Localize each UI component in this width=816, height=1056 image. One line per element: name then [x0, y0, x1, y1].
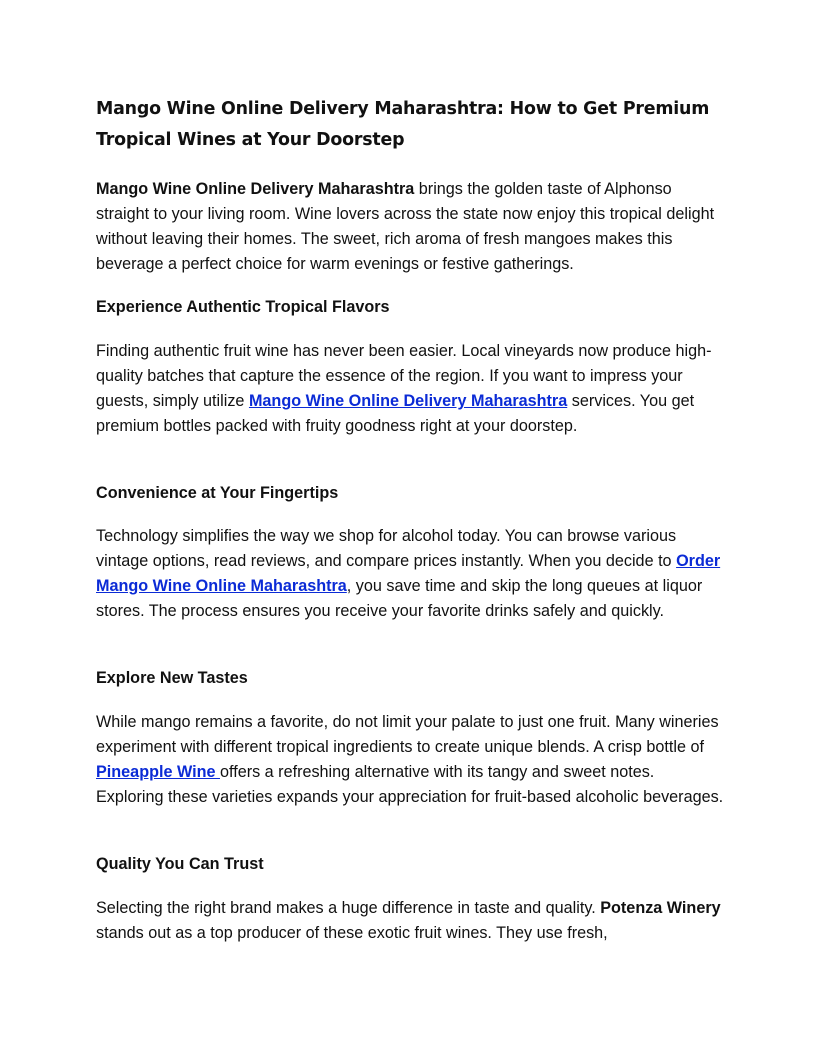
intro-paragraph — [96, 177, 724, 277]
section-heading-quality: Quality You Can Trust — [96, 855, 264, 873]
intro-bold-term: Mango Wine Online Delivery Maharashtra — [96, 180, 415, 198]
section-heading-flavors: Experience Authentic Tropical Flavors — [96, 298, 390, 316]
section-paragraph-new-tastes — [96, 710, 724, 810]
page-title: Mango Wine Online Delivery Maharashtra: How to Get Premium Tropical Wines at Your Doorstep — [96, 99, 710, 150]
paragraph-text: services. You get premium bottles packed with fruity goodness right at your doorstep. — [96, 392, 695, 435]
section-paragraph-flavors — [96, 339, 724, 439]
section-heading-convenience: Convenience at Your Fingertips — [96, 484, 339, 502]
section-paragraph-convenience — [96, 524, 724, 624]
paragraph-text: offers a refreshing alternative with its tangy and sweet notes. Exploring these varieties expands your appreciation for fruit-based alcoholic beverages. — [96, 763, 724, 806]
paragraph-text: Technology simplifies the way we shop for alcohol today. You can browse various vintage options, read reviews, and compare prices instantly. When you decide to — [96, 527, 677, 570]
section-heading-new-tastes: Explore New Tastes — [96, 669, 248, 687]
intro-text: brings the golden taste of Alphonso straight to your living room. Wine lovers across the state now enjoy this tropical delight without leaving their homes. The sweet, rich aroma of fresh mangoes makes this beverage a perfect choice for warm evenings or festive gatherings. — [96, 180, 715, 273]
order-mango-wine-link[interactable]: Order Mango Wine Online Maharashtra — [96, 552, 721, 595]
mango-wine-delivery-link[interactable]: Mango Wine Online Delivery Maharashtra — [248, 392, 568, 410]
paragraph-text: , you save time and skip the long queues at liquor stores. The process ensures you receive your favorite drinks safely and quickly. — [96, 577, 703, 620]
paragraph-text: stands out as a top producer of these exotic fruit wines. They use fresh, — [96, 924, 608, 942]
paragraph-text: While mango remains a favorite, do not limit your palate to just one fruit. Many wineries experiment with different tropical ingredients to create unique blends. A crisp bottle of — [96, 713, 719, 756]
pineapple-wine-link[interactable]: Pineapple Wine — [96, 763, 220, 781]
brand-name: Potenza Winery — [600, 899, 721, 917]
paragraph-text: Finding authentic fruit wine has never been easier. Local vineyards now produce high-quality batches that capture the essence of the region. If you want to impress your guests, simply utilize — [96, 342, 712, 410]
paragraph-text: Selecting the right brand makes a huge difference in taste and quality. — [96, 899, 601, 917]
section-paragraph-quality — [96, 896, 724, 946]
